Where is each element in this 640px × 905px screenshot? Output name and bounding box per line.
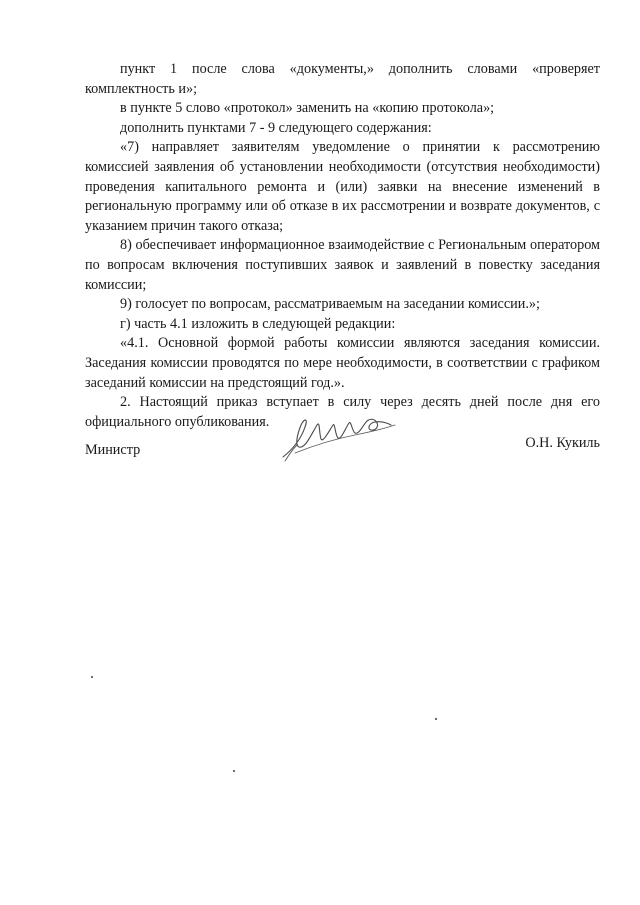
scan-speck	[233, 770, 235, 772]
paragraph: г) часть 4.1 изложить в следующей редакции:	[120, 315, 396, 332]
paragraph: 9) голосует по вопросам, рассматриваемым на заседании комиссии.»;	[120, 296, 540, 313]
document-body	[85, 60, 600, 432]
paragraph: в пункте 5 слово «протокол» заменить на «копию протокола»;	[120, 100, 495, 117]
position-label: Министр	[85, 442, 141, 458]
paragraph: «4.1. Основной формой работы комиссии являются заседания комиссии. Заседания комиссии проводятся по мере необходимости, в соответствии с графиком заседаний комиссии на предстоящий год.».	[85, 335, 600, 391]
paragraph: 8) обеспечивает информационное взаимодействие с Региональным оператором по вопросам включения поступивших заявок и заявлений в повестку заседания комиссии;	[85, 237, 600, 293]
paragraph: дополнить пунктами 7 - 9 следующего содержания:	[120, 119, 432, 136]
paragraph: 2. Настоящий приказ вступает в силу через десять дней после дня его официального опубликования.	[85, 394, 600, 430]
paragraph: пункт 1 после слова «документы,» дополнить словами «проверяет комплектность и»;	[85, 61, 600, 97]
signature-row	[85, 435, 600, 470]
signatory-name: О.Н. Кукиль	[525, 435, 600, 451]
scan-speck	[435, 718, 437, 720]
scan-speck	[91, 676, 93, 678]
paragraph: «7) направляет заявителям уведомление о принятии к рассмотрению комиссией заявления об установлении необходимости (отсутствия необходимости) проведения капитального ремонта и (или) заявки на внесение изменений в региональную программу или об отказе в их рассмотрении и возврате документов, с указанием причин такого отказа;	[85, 139, 600, 234]
